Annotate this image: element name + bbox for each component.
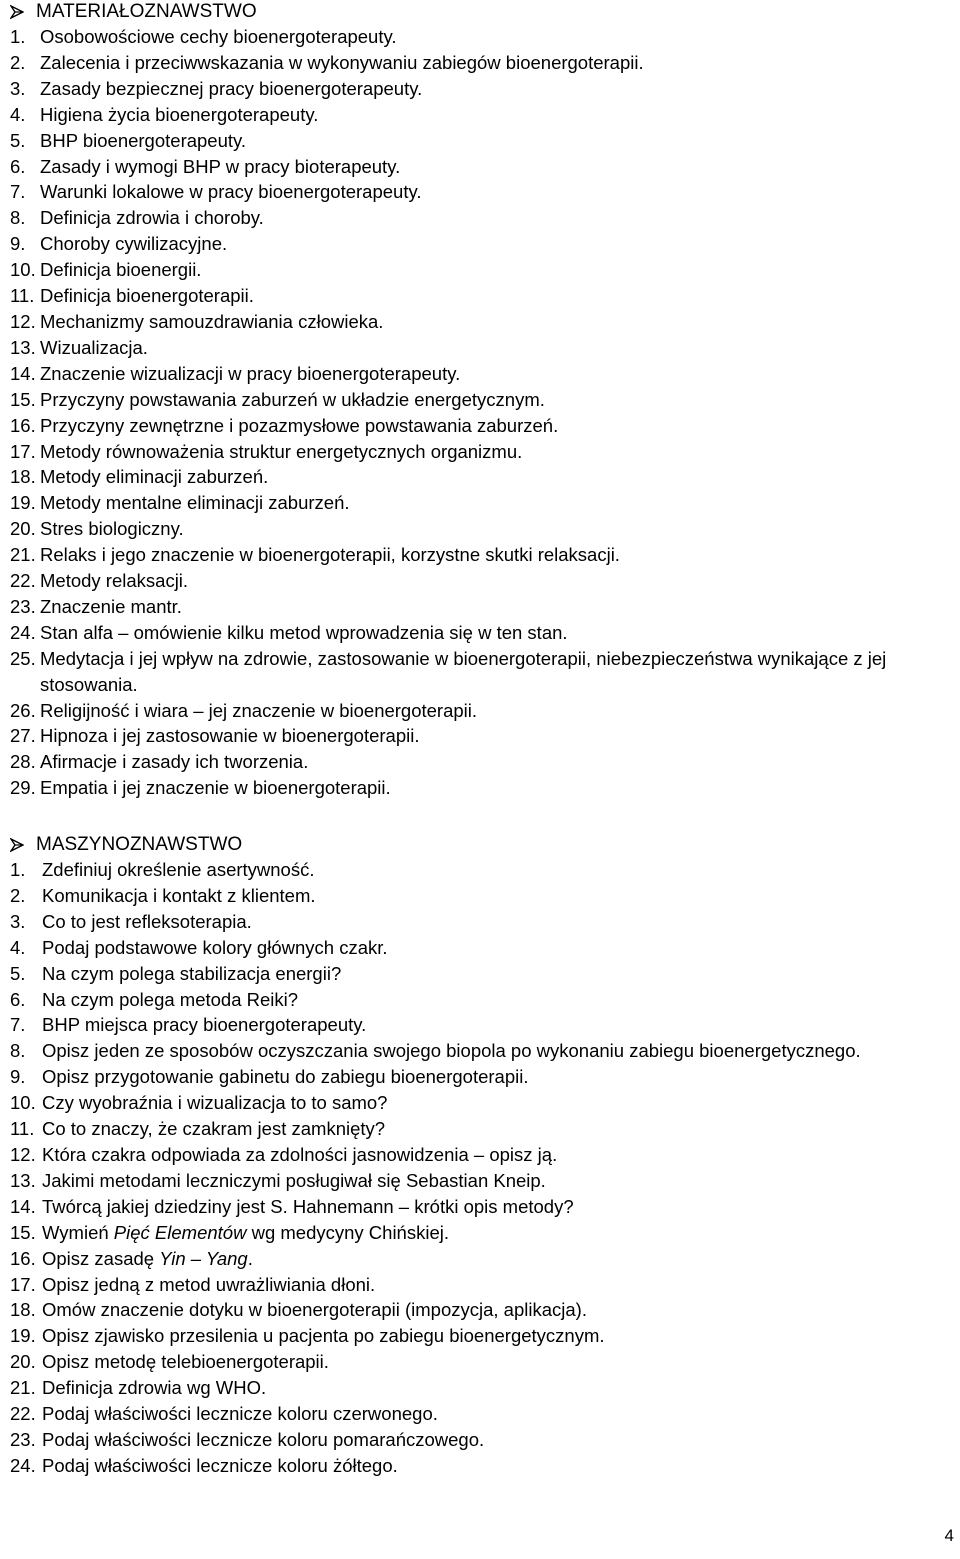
item-number: 13. [10, 1169, 36, 1191]
item-number: 6. [10, 988, 26, 1010]
section-maszynoznawstwo [10, 833, 958, 1479]
item-text: Znaczenie wizualizacji w pracy bioenergoterapeuty. [40, 362, 461, 384]
list-item [10, 1401, 958, 1427]
item-text: Co to znaczy, że czakram jest zamknięty? [42, 1118, 386, 1140]
item-number: 24. [10, 621, 36, 643]
item-number: 26. [10, 699, 36, 721]
item-number: 10. [10, 1092, 36, 1114]
item-text: Zdefiniuj określenie asertywność. [42, 859, 315, 880]
list-item [10, 698, 958, 724]
item-text: Opisz jeden ze sposobów oczyszczania swojego biopola po wykonaniu zabiegu bioenergetycznego. [42, 1040, 861, 1062]
item-number: 18. [10, 466, 36, 488]
item-number: 13. [10, 336, 36, 358]
item-number: 23. [10, 1428, 36, 1450]
item-text: Która czakra odpowiada za zdolności jasnowidzenia – opisz ją. [42, 1143, 558, 1165]
item-text [42, 1246, 958, 1272]
item-text: Definicja bioenergoterapii. [40, 285, 254, 307]
list-item [10, 1349, 958, 1375]
item-number: 29. [10, 777, 36, 799]
arrowhead-bullet-icon [10, 5, 24, 19]
item-number: 17. [10, 440, 36, 462]
item-number: 6. [10, 155, 26, 177]
item-text: Omów znaczenie dotyku w bioenergoterapii (impozycja, aplikacja). [42, 1299, 587, 1321]
list-item [10, 24, 958, 50]
list-item [10, 1142, 958, 1168]
item-text: Czy wyobraźnia i wizualizacja to to samo? [42, 1092, 388, 1114]
item-text: Definicja zdrowia i choroby. [40, 207, 264, 229]
list-item [10, 542, 958, 568]
item-text: Zalecenia i przeciwwskazania w wykonywaniu zabiegów bioenergoterapii. [40, 51, 644, 73]
item-number: 22. [10, 570, 36, 592]
item-text: Warunki lokalowe w pracy bioenergoterapeuty. [40, 181, 422, 203]
item-number: 28. [10, 751, 36, 773]
item-number: 21. [10, 1377, 36, 1399]
list-item [10, 464, 958, 490]
list-item [10, 775, 958, 801]
list-item [10, 205, 958, 231]
item-number: 19. [10, 492, 36, 514]
item-number: 22. [10, 1403, 36, 1425]
item-number: 1. [10, 26, 26, 47]
item-text: Empatia i jej znaczenie w bioenergoterapii. [40, 777, 391, 799]
item-text: Osobowościowe cechy bioenergoterapeuty. [40, 26, 397, 47]
item-text: Metody równoważenia struktur energetycznych organizmu. [40, 440, 523, 462]
item-text: Znaczenie mantr. [40, 595, 182, 617]
item-text: Opisz metodę telebioenergoterapii. [42, 1351, 329, 1373]
item-number: 7. [10, 1014, 26, 1036]
page-number: 4 [944, 1526, 954, 1545]
list-item [10, 490, 958, 516]
list-item [10, 594, 958, 620]
item-text: Co to jest refleksoterapia. [42, 910, 252, 932]
item-text: Zasady i wymogi BHP w pracy bioterapeuty. [40, 155, 401, 177]
item-text: Na czym polega stabilizacja energii? [42, 962, 342, 984]
list-item [10, 935, 958, 961]
list-item [10, 309, 958, 335]
item-text: Przyczyny zewnętrzne i pozazmysłowe powstawania zaburzeń. [40, 414, 559, 436]
list-item [10, 909, 958, 935]
item-text-italic: Pięć Elementów [113, 1221, 247, 1243]
item-number: 4. [10, 103, 26, 125]
item-text: Definicja bioenergii. [40, 259, 202, 281]
item-text: Stres biologiczny. [40, 518, 184, 540]
list-item [10, 387, 958, 413]
list-item [10, 439, 958, 465]
item-number: 21. [10, 544, 36, 566]
item-text: Jakimi metodami leczniczymi posługiwał się Sebastian Kneip. [42, 1169, 546, 1191]
item-number: 12. [10, 1143, 36, 1165]
item-number: 19. [10, 1325, 36, 1347]
list-item [10, 1453, 958, 1479]
item-text [42, 1220, 958, 1246]
list-item [10, 987, 958, 1013]
section-materialoznawstwo [10, 0, 958, 801]
item-text: Podaj właściwości lecznicze koloru żółtego. [42, 1454, 398, 1476]
list-item [10, 50, 958, 76]
list-item [10, 1090, 958, 1116]
item-text: Metody eliminacji zaburzeń. [40, 466, 269, 488]
item-text: Higiena życia bioenergoterapeuty. [40, 103, 319, 125]
section-heading-text: MATERIAŁOZNAWSTWO [36, 1, 257, 22]
item-text: Przyczyny powstawania zaburzeń w układzie energetycznym. [40, 388, 545, 410]
item-number: 12. [10, 310, 36, 332]
item-text: Komunikacja i kontakt z klientem. [42, 884, 316, 906]
item-text: Zasady bezpiecznej pracy bioenergoterapeuty. [40, 77, 423, 99]
item-number: 5. [10, 962, 26, 984]
list-item [10, 1272, 958, 1298]
list-item [10, 102, 958, 128]
item-number: 9. [10, 233, 26, 255]
item-text-after: . [247, 1247, 253, 1269]
list-item [10, 568, 958, 594]
list-item [10, 1297, 958, 1323]
item-text: Choroby cywilizacyjne. [40, 233, 228, 255]
list-item [10, 1427, 958, 1453]
item-text: Na czym polega metoda Reiki? [42, 988, 299, 1010]
item-text: BHP bioenergoterapeuty. [40, 129, 247, 151]
list-item [10, 749, 958, 775]
item-text: Wizualizacja. [40, 336, 148, 358]
item-text-after: wg medycyny Chińskiej. [246, 1221, 449, 1243]
item-number: 16. [10, 1247, 36, 1269]
list-item [10, 1064, 958, 1090]
item-number: 27. [10, 725, 36, 747]
list-item [10, 283, 958, 309]
list-item [10, 1375, 958, 1401]
list-item [10, 154, 958, 180]
item-text: Mechanizmy samouzdrawiania człowieka. [40, 310, 384, 332]
item-number: 2. [10, 51, 26, 73]
arrowhead-bullet-icon [10, 838, 24, 852]
item-text: Podaj podstawowe kolory głównych czakr. [42, 936, 388, 958]
item-text: Stan alfa – omówienie kilku metod wprowadzenia się w ten stan. [40, 621, 568, 643]
list-item [10, 1194, 958, 1220]
item-number: 14. [10, 1195, 36, 1217]
item-text: Podaj właściwości lecznicze koloru pomarańczowego. [42, 1428, 485, 1450]
list-item [10, 76, 958, 102]
item-number: 1. [10, 859, 26, 880]
list-item [10, 1116, 958, 1142]
item-number: 11. [10, 1118, 35, 1140]
list-item [10, 361, 958, 387]
list-item [10, 128, 958, 154]
list-item [10, 413, 958, 439]
list-item [10, 1012, 958, 1038]
item-number: 8. [10, 207, 26, 229]
item-number: 17. [10, 1273, 36, 1295]
item-text-italic: Yin – Yang [159, 1247, 248, 1269]
item-number: 20. [10, 1351, 36, 1373]
item-number: 8. [10, 1040, 26, 1062]
item-text: Opisz przygotowanie gabinetu do zabiegu bioenergoterapii. [42, 1066, 529, 1088]
section-heading [10, 833, 958, 857]
item-text-before: Opisz zasadę [42, 1247, 160, 1269]
item-text: Metody mentalne eliminacji zaburzeń. [40, 492, 350, 514]
item-text: Afirmacje i zasady ich tworzenia. [40, 751, 309, 773]
list-item [10, 883, 958, 909]
list-item [10, 257, 958, 283]
list-item [10, 231, 958, 257]
item-number: 3. [10, 910, 26, 932]
list-item [10, 620, 958, 646]
item-text: Medytacja i jej wpływ na zdrowie, zastosowanie w bioenergoterapii, niebezpieczeństwa wynikające z jej stosowania. [40, 647, 887, 695]
item-number: 16. [10, 414, 36, 436]
item-number: 7. [10, 181, 26, 203]
item-number: 20. [10, 518, 36, 540]
item-text: Metody relaksacji. [40, 570, 189, 592]
list-item [10, 1323, 958, 1349]
list-item [10, 179, 958, 205]
item-text-before: Wymień [42, 1221, 114, 1243]
list-item [10, 1038, 958, 1064]
item-number: 23. [10, 595, 36, 617]
item-text: Hipnoza i jej zastosowanie w bioenergoterapii. [40, 725, 420, 747]
section-heading-text: MASZYNOZNAWSTWO [36, 834, 243, 855]
item-text: Opisz jedną z metod uwrażliwiania dłoni. [42, 1273, 376, 1295]
item-number: 18. [10, 1299, 36, 1321]
list-item [10, 516, 958, 542]
list-item [10, 1246, 958, 1272]
item-number: 5. [10, 129, 26, 151]
item-number: 11. [10, 285, 35, 307]
item-number: 4. [10, 936, 26, 958]
list-item [10, 857, 958, 883]
list-item [10, 723, 958, 749]
item-text: Podaj właściwości lecznicze koloru czerwonego. [42, 1403, 438, 1425]
item-number: 24. [10, 1454, 36, 1476]
item-text: Religijność i wiara – jej znaczenie w bioenergoterapii. [40, 699, 478, 721]
item-number: 9. [10, 1066, 26, 1088]
question-list [10, 857, 958, 1479]
item-text: Definicja zdrowia wg WHO. [42, 1377, 267, 1399]
list-item [10, 1168, 958, 1194]
item-number: 2. [10, 884, 26, 906]
list-item [10, 961, 958, 987]
list-item [10, 1220, 958, 1246]
item-text: BHP miejsca pracy bioenergoterapeuty. [42, 1014, 367, 1036]
topic-list [10, 24, 958, 801]
item-number: 3. [10, 77, 26, 99]
list-item [10, 335, 958, 361]
item-number: 25. [10, 647, 36, 669]
item-number: 15. [10, 388, 36, 410]
item-text: Relaks i jego znaczenie w bioenergoterapii, korzystne skutki relaksacji. [40, 544, 620, 566]
item-number: 14. [10, 362, 36, 384]
section-heading [10, 0, 958, 24]
item-text: Opisz zjawisko przesilenia u pacjenta po zabiegu bioenergetycznym. [42, 1325, 605, 1347]
list-item [10, 646, 958, 698]
item-number: 15. [10, 1221, 36, 1243]
item-text: Twórcą jakiej dziedziny jest S. Hahnemann – krótki opis metody? [42, 1195, 574, 1217]
item-number: 10. [10, 259, 36, 281]
